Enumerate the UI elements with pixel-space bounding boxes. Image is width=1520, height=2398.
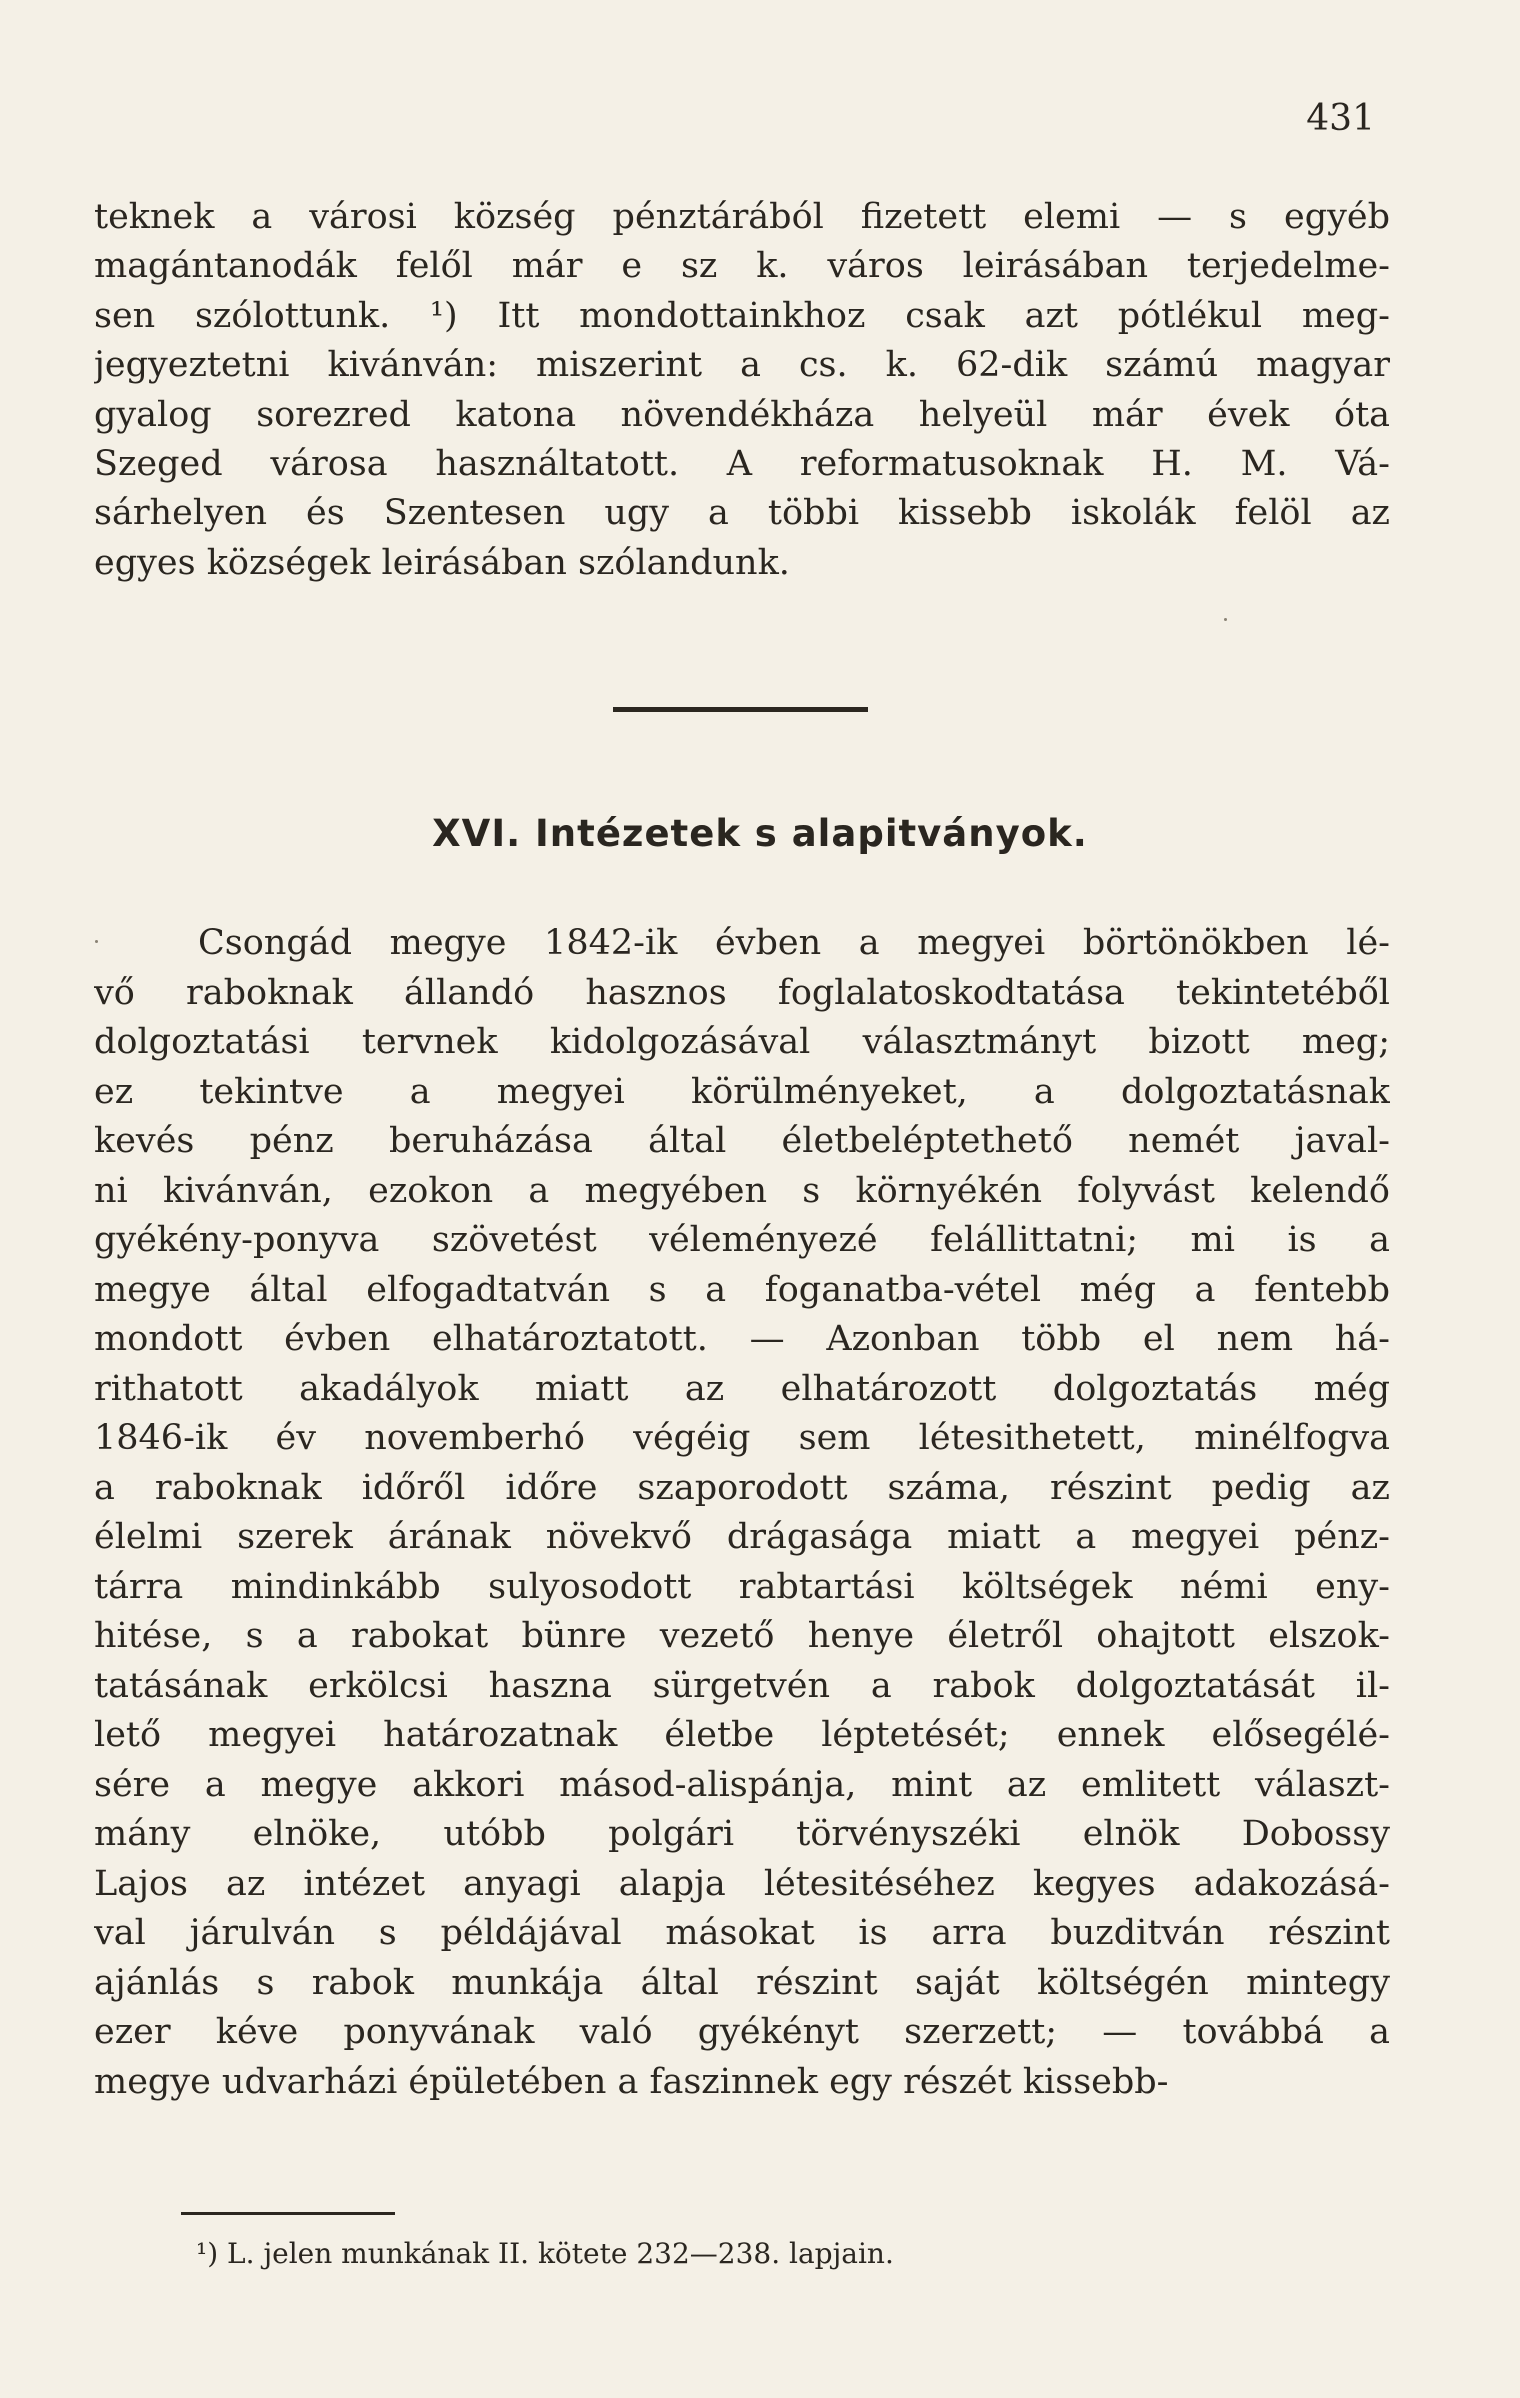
text-line: ajánlás s rabok munkája által részint saját költségén mintegy xyxy=(94,1962,1390,2003)
text-line: mány elnöke, utóbb polgári törvényszéki elnök Dobossy xyxy=(94,1814,1390,1854)
text-line: ez tekintve a megyei körülményeket, a dolgoztatásnak xyxy=(94,1071,1390,1112)
text-line: teknek a városi község pénztárából fizetett elemi — s egyéb xyxy=(94,197,1390,237)
text-line: vő raboknak állandó hasznos foglalatoskodtatása tekintetéből xyxy=(94,972,1390,1013)
text-line: dolgoztatási tervnek kidolgozásával választmányt bizott meg; xyxy=(94,1022,1390,1062)
text-line: élelmi szerek árának növekvő drágasága miatt a megyei pénz- xyxy=(94,1517,1390,1557)
text-line: Szeged városa használtatott. A reformatusoknak H. M. Vá- xyxy=(94,444,1390,484)
text-line: gyékény-ponyva szövetést véleményezé felállittatni; mi is a xyxy=(94,1220,1390,1260)
text-line: megye által elfogadtatván s a foganatba-vétel még a fentebb xyxy=(94,1269,1390,1310)
text-line: magántanodák felől már e sz k. város leirásában terjedelme- xyxy=(94,246,1390,287)
text-line: rithatott akadályok miatt az elhatározott dolgoztatás még xyxy=(94,1368,1390,1409)
stray-ink-mark xyxy=(95,940,98,943)
text-line: gyalog sorezred katona növendékháza helyeül már évek óta xyxy=(94,394,1390,435)
stray-ink-mark xyxy=(1224,618,1227,621)
section-heading: XVI. Intézetek s alapitványok. xyxy=(432,812,1088,855)
text-line: kevés pénz beruházása által életbeléptethető nemét javal- xyxy=(94,1121,1390,1161)
footnote: ¹) L. jelen munkának II. kötete 232—238. lapjain. xyxy=(196,2237,894,2270)
text-line: sen szólottunk. ¹) Itt mondottainkhoz csak azt pótlékul meg- xyxy=(94,295,1390,336)
text-line: 1846-ik év novemberhó végéig sem létesithetett, minélfogva xyxy=(94,1418,1390,1458)
text-line: jegyeztetni kivánván: miszerint a cs. k. 62-dik számú magyar xyxy=(94,345,1390,386)
text-line: hitése, s a rabokat bünre vezető henye életről ohajtott elszok- xyxy=(94,1616,1390,1656)
footnote-separator-rule xyxy=(181,2212,395,2215)
text-line: Csongád megye 1842-ik évben a megyei börtönökben lé- xyxy=(198,923,1390,963)
text-line: tárra mindinkább sulyosodott rabtartási költségek némi eny- xyxy=(94,1566,1390,1607)
text-line: ezer kéve ponyvának való gyékényt szerzett; — továbbá a xyxy=(94,2012,1390,2052)
text-line: mondott évben elhatároztatott. — Azonban több el nem há- xyxy=(94,1319,1390,1359)
page-number: 431 xyxy=(1306,98,1375,139)
text-line: ni kivánván, ezokon a megyében s környékén folyvást kelendő xyxy=(94,1170,1390,1211)
text-line: megye udvarházi épületében a faszinnek egy részét kissebb- xyxy=(94,2061,1169,2102)
text-line: a raboknak időről időre szaporodott száma, részint pedig az xyxy=(94,1467,1390,1508)
section-separator-rule xyxy=(613,707,868,712)
text-line: Lajos az intézet anyagi alapja létesitéséhez kegyes adakozásá- xyxy=(94,1863,1390,1904)
text-line: tatásának erkölcsi haszna sürgetvén a rabok dolgoztatását il- xyxy=(94,1665,1390,1706)
text-line: val járulván s példájával másokat is arra buzditván részint xyxy=(94,1913,1390,1953)
text-line: lető megyei határozatnak életbe léptetését; ennek elősegélé- xyxy=(94,1715,1390,1755)
text-line: sárhelyen és Szentesen ugy a többi kissebb iskolák felöl az xyxy=(94,493,1390,534)
text-line: egyes községek leirásában szólandunk. xyxy=(94,542,790,583)
text-line: sére a megye akkori másod-alispánja, mint az emlitett választ- xyxy=(94,1764,1390,1805)
